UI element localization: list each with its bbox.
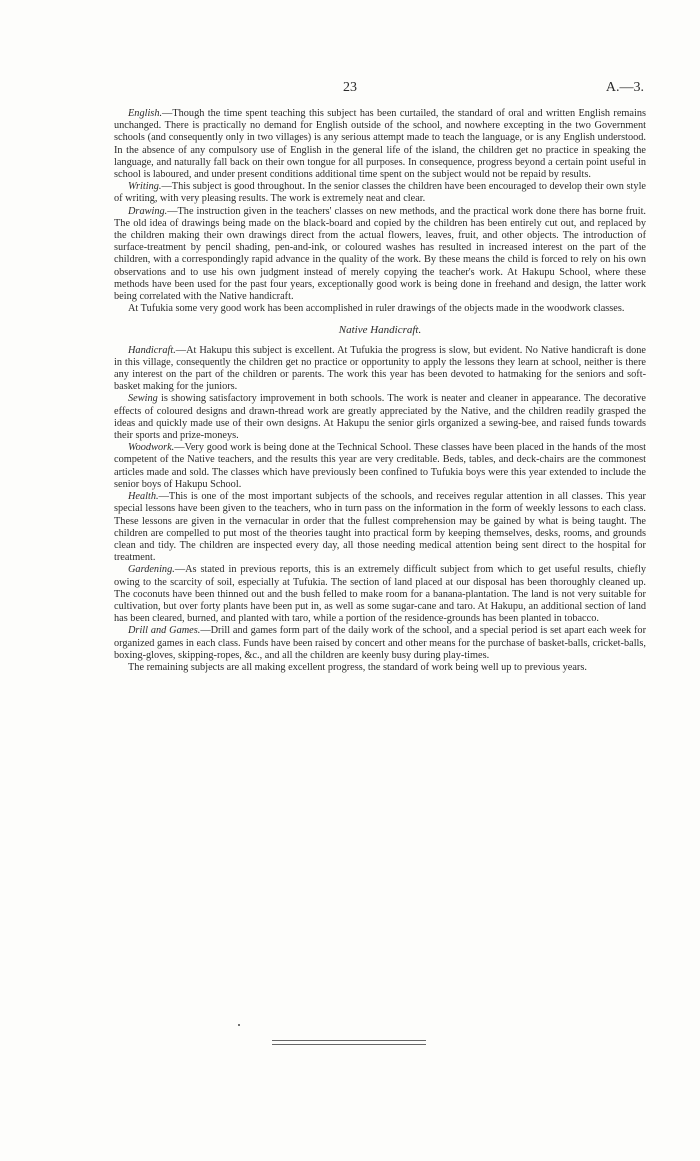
paragraph-gardening bbox=[114, 564, 646, 625]
paragraph-lead: Health. bbox=[128, 491, 159, 503]
paragraph-lead: Gardening. bbox=[128, 564, 175, 576]
paragraph-lead: Writing. bbox=[128, 181, 162, 193]
paragraph-text: —Very good work is being done at the Technical School. These classes have been placed in the hands of the most competent of the Native teachers, and the results this year are very creditable. Beds, tables, and deck-chairs are the commonest articles made and sold. The classes which have previously been confined to Tufukia boys were this year extended to include the senior boys of Hakupu School. bbox=[114, 442, 646, 490]
paragraph-text: —Though the time spent teaching this subject has been curtailed, the standard of oral and written English remains unchanged. There is practically no demand for English outside of the school, and nowhere excepting in the two Government schools (and consequently only in two villages) is any serious attempt made to teach the language, or is any English understood. In the absence of any compulsory use of English in the general life of the island, the children get no practice in speaking the language, and naturally fall back on their own tongue for all purposes. In consequence, progress beyond a certain point useful in school is laboured, and under present conditions additional time spent on the subject would not be repaid by results. bbox=[114, 108, 646, 181]
section-heading: Native Handicraft. bbox=[338, 324, 422, 337]
paragraph-lead: Handicraft. bbox=[128, 344, 176, 356]
paragraph-remaining-subjects bbox=[114, 662, 646, 674]
report-body bbox=[114, 108, 646, 674]
paragraph-sewing bbox=[114, 393, 646, 442]
paragraph-text: —The instruction given in the teachers' classes on new methods, and the practical work done there has borne fruit. The old idea of drawings being made on the black-board and copied by the children has been entirely cut out, and replaced by the children making their own drawings direct from the actual flowers, leaves, fruit, and other objects. The introduction of surface-treatment by pencil shading, pen-and-ink, or coloured washes has resulted in increased interest on the part of the children, with a correspondingly rapid advance in the quality of the work. By these means the child is forced to rely on his own observations and to use his own judgment instead of merely copying the teacher's work. At Hakupu School, where these methods have been used for the past four years, exceptionally good work is being done in freehand and design, the latter work being correlated with the Native handicraft. bbox=[114, 205, 646, 303]
paragraph-text: The remaining subjects are all making excellent progress, the standard of work being well up to previous years. bbox=[128, 661, 587, 673]
paragraph-english bbox=[114, 108, 646, 181]
paragraph-lead: Sewing bbox=[128, 393, 158, 405]
paragraph-text: —As stated in previous reports, this is an extremely difficult subject from which to get useful results, chiefly owing to the scarcity of soil, especially at Tufukia. The section of land placed at our disposal has been thoroughly cleaned up. The coconuts have been thinned out and the bush felled to make room for a banana-plantation. The land is not very suitable for cultivation, but over forty plants have been put in, as well as some sugar-cane and taro. At Hakupu, an additional section of land has been cleared, burned, and planted with taro, while a portion of the residence-grounds has been planted in tobacco. bbox=[114, 564, 646, 625]
paragraph-text: —This subject is good throughout. In the senior classes the children have been encouraged to develop their own style of writing, with very pleasing results. The work is extremely neat and clear. bbox=[114, 181, 646, 205]
page-header bbox=[0, 80, 700, 100]
paragraph-text: —Drill and games form part of the daily work of the school, and a special period is set apart each week for organized games in each class. Funds have been raised by concert and other means for the purchase of basket-balls, cricket-balls, boxing-gloves, skipping-ropes, &c., and all the children are keenly busy during play-times. bbox=[114, 625, 647, 661]
paragraph-text: —At Hakupu this subject is excellent. At Tufukia the progress is slow, but evident. No Native handicraft is done in this village, consequently the children get no practice or opportunity to apply the lessons they learn at school, neither is there any interest on the part of the children or parents. The work this year has been devoted to hatmaking for the seniors and soft-basket making for the juniors. bbox=[114, 344, 646, 393]
paragraph-handicraft bbox=[114, 345, 646, 394]
paragraph-text: —This is one of the most important subjects of the schools, and receives regular attention in all classes. This year special lessons have been given to the teachers, who in turn pass on the information in the form of weekly lessons to each class. These lessons are given in the vernacular in order that the fullest comprehension may be gained by what is being taught. The children are compelled to put most of the theories taught into practical form by keeping themselves, desks, rooms, and grounds clean and tidy. The children are inspected every day, all those needing medical attention being sent direct to the hospital for treatment. bbox=[114, 491, 646, 564]
paragraph-woodwork bbox=[114, 442, 646, 491]
page-number: 23 bbox=[343, 80, 357, 95]
paragraph-lead: Drill and Games. bbox=[128, 625, 201, 637]
paragraph-health bbox=[114, 491, 646, 564]
paragraph-drill-games bbox=[114, 625, 646, 662]
paragraph-lead: Drawing. bbox=[128, 205, 168, 217]
paragraph-writing bbox=[114, 181, 646, 205]
document-reference: A.—3. bbox=[605, 80, 644, 95]
end-rule-divider bbox=[272, 1040, 426, 1045]
paragraph-drawing bbox=[114, 206, 646, 304]
paragraph-text: At Tufukia some very good work has been accomplished in ruler drawings of the objects made in the woodwork classes. bbox=[128, 303, 625, 315]
print-speck bbox=[238, 1024, 240, 1026]
paragraph-text: is showing satisfactory improvement in both schools. The work is neater and cleaner in appearance. The decorative effects of coloured designs and drawn-thread work are greatly appreciated by the Native, and the children readily grasped the ideas and quickly made use of their own designs. At Hakupu the senior girls organized a sewing-bee, and raised funds towards their sports and prize-moneys. bbox=[114, 393, 646, 442]
paragraph-lead: Woodwork. bbox=[128, 442, 175, 454]
paragraph-tufukia-drawing bbox=[114, 303, 646, 315]
paragraph-lead: English. bbox=[128, 108, 163, 119]
